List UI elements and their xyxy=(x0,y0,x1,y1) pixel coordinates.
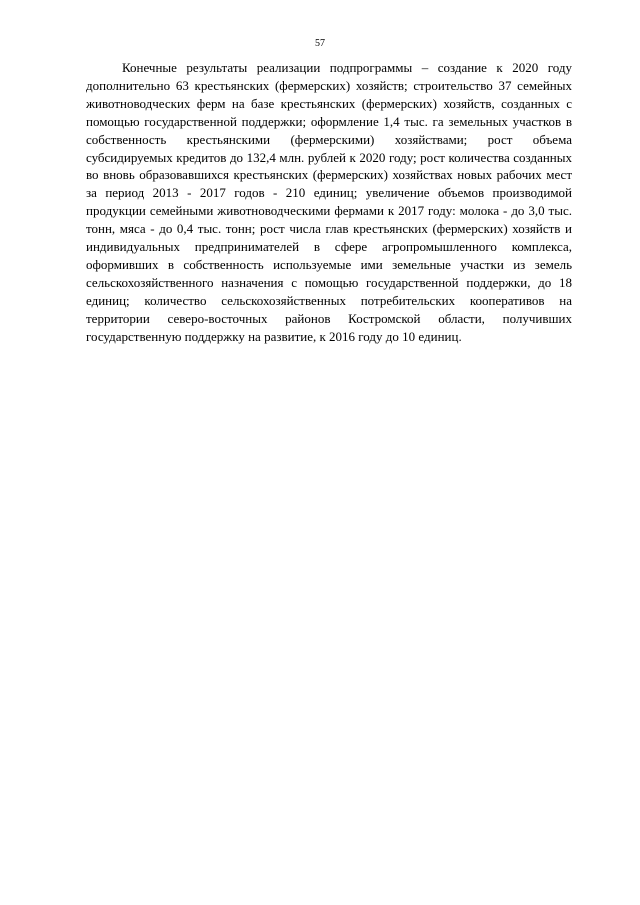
page-number: 57 xyxy=(315,38,325,49)
body-paragraph: Конечные результаты реализации подпрограммы – создание к 2020 году дополнительно 63 крестьянских (фермерских) хозяйств; строительство 37 семейных животноводческих ферм на базе крестьянских (фермерских) хозяйств, созданных с помощью государственной поддержки; оформление 1,4 тыс. га земельных участков в собственность крестьянскими (фермерскими) хозяйствами; рост объема субсидируемых кредитов до 132,4 млн. рублей к 2020 году; рост количества созданных во вновь образовавшихся крестьянских (фермерских) хозяйствах новых рабочих мест за период 2013 - 2017 годов - 210 единиц; увеличение объемов производимой продукции семейными животноводческими фермами к 2017 году: молока - до 3,0 тыс. тонн, мяса - до 0,4 тыс. тонн; рост числа глав крестьянских (фермерских) хозяйств и индивидуальных предпринимателей в сфере агропромышленного комплекса, оформивших в собственность используемые ими земельные участки из земель сельскохозяйственного назначения с помощью государственной поддержки, до 18 единиц; количество сельскохозяйственных потребительских кооперативов на территории северо-восточных районов Костромской области, получивших государственную поддержку на развитие, к 2016 году до 10 единиц. xyxy=(86,60,572,344)
